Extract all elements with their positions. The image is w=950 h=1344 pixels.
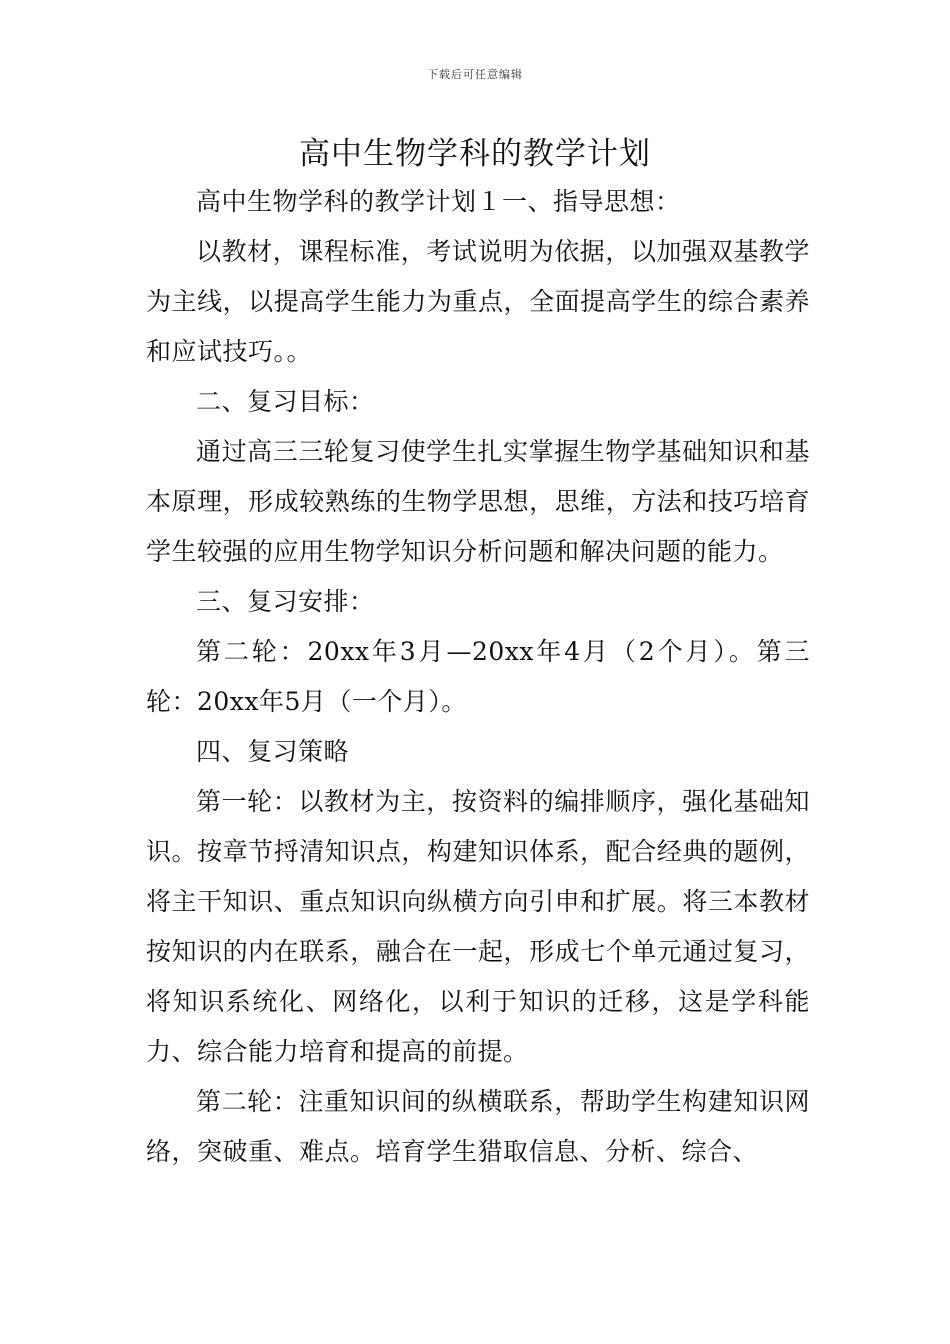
paragraph-goals: 通过高三三轮复习使学生扎实掌握生物学基础知识和基本原理，形成较熟练的生物学思想，思维，方法和技巧培育学生较强的应用生物学知识分析问题和解决问题的能力。 xyxy=(146,437,810,566)
paragraph-round-one: 第一轮：以教材为主，按资料的编排顺序，强化基础知识。按章节捋清知识点，构建知识体系，配合经典的题例，将主干知识、重点知识向纵横方向引申和扩展。将三本教材按知识的内在联系，融合在一起，形成七个单元通过复习，将知识系统化、网络化，以利于知识的迁移，这是学科能力、综合能力培育和提高的前提。 xyxy=(146,787,810,1066)
paragraph-intro: 高中生物学科的教学计划１一、指导思想： xyxy=(196,187,681,216)
paragraph-round-two: 第二轮：注重知识间的纵横联系，帮助学生构建知识网络，突破重、难点。培育学生猎取信息、分析、综合、 xyxy=(146,1087,810,1166)
paragraph-schedule: 第二轮：20xx年3月—20xx年4月（2个月）。第三轮：20xx年5月（一个月）。 xyxy=(146,637,810,716)
header-note: 下载后可任意编辑 xyxy=(427,68,523,81)
paragraph-guiding-thought: 以教材，课程标准，考试说明为依据，以加强双基教学为主线，以提高学生能力为重点，全面提高学生的综合素养和应试技巧。。 xyxy=(146,237,810,366)
paragraph-heading-strategy: 四、复习策略 xyxy=(196,737,350,766)
document-title: 高中生物学科的教学计划 xyxy=(299,136,651,172)
document-body xyxy=(146,177,810,1177)
paragraph-heading-schedule: 三、复习安排： xyxy=(196,587,375,616)
paragraph-heading-goals: 二、复习目标： xyxy=(196,387,375,416)
